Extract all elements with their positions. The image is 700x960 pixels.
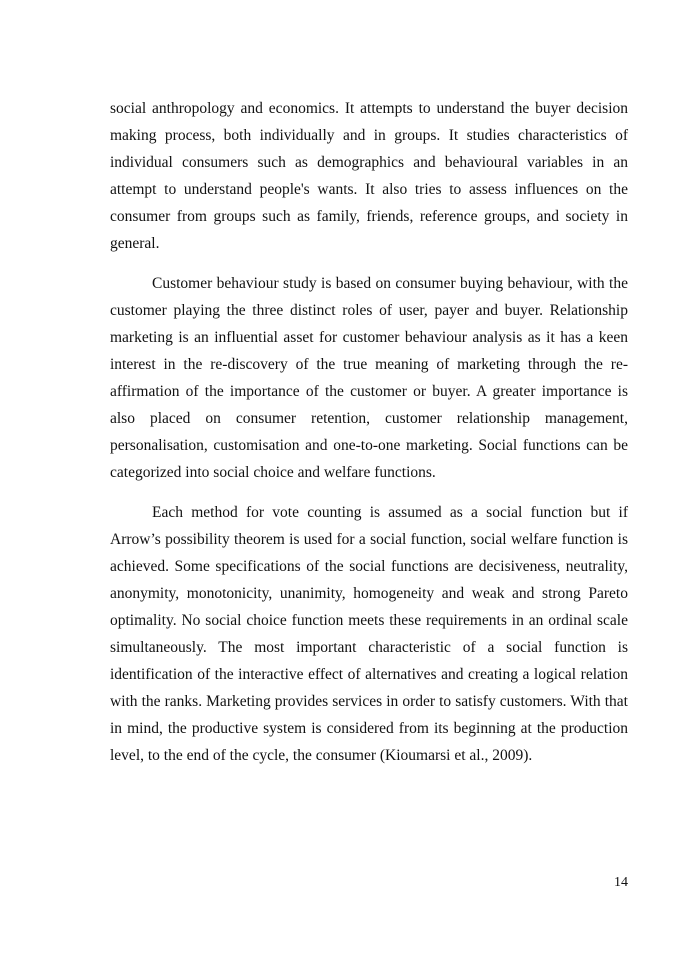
paragraph-2: Customer behaviour study is based on consumer buying behaviour, with the customer playing the three distinct roles of user, payer and buyer. Relationship marketing is an influential asset for customer behaviour analysis as it has a keen interest in the re-discovery of the true meaning of marketing through the re-affirmation of the importance of the customer or buyer. A greater importance is also placed on consumer retention, customer relationship management, personalisation, customisation and one-to-one marketing. Social functions can be categorized into social choice and welfare functions. bbox=[110, 275, 628, 481]
paragraph-3: Each method for vote counting is assumed as a social function but if Arrow’s possibility theorem is used for a social function, social welfare function is achieved. Some specifications of the social functions are decisiveness, neutrality, anonymity, monotonicity, unanimity, homogeneity and weak and strong Pareto optimality. No social choice function meets these requirements in an ordinal scale simultaneously. The most important characteristic of a social function is identification of the interactive effect of alternatives and creating a logical relation with the ranks. Marketing provides services in order to satisfy customers. With that in mind, the productive system is considered from its beginning at the production level, to the end of the cycle, the consumer (Kioumarsi et al., 2009). bbox=[110, 504, 628, 764]
body-text bbox=[110, 95, 628, 782]
page-number: 14 bbox=[614, 875, 628, 890]
paragraph-1: social anthropology and economics. It attempts to understand the buyer decision making process, both individually and in groups. It studies characteristics of individual consumers such as demographics and behavioural variables in an attempt to understand people's wants. It also tries to assess influences on the consumer from groups such as family, friends, reference groups, and society in general. bbox=[110, 100, 628, 252]
